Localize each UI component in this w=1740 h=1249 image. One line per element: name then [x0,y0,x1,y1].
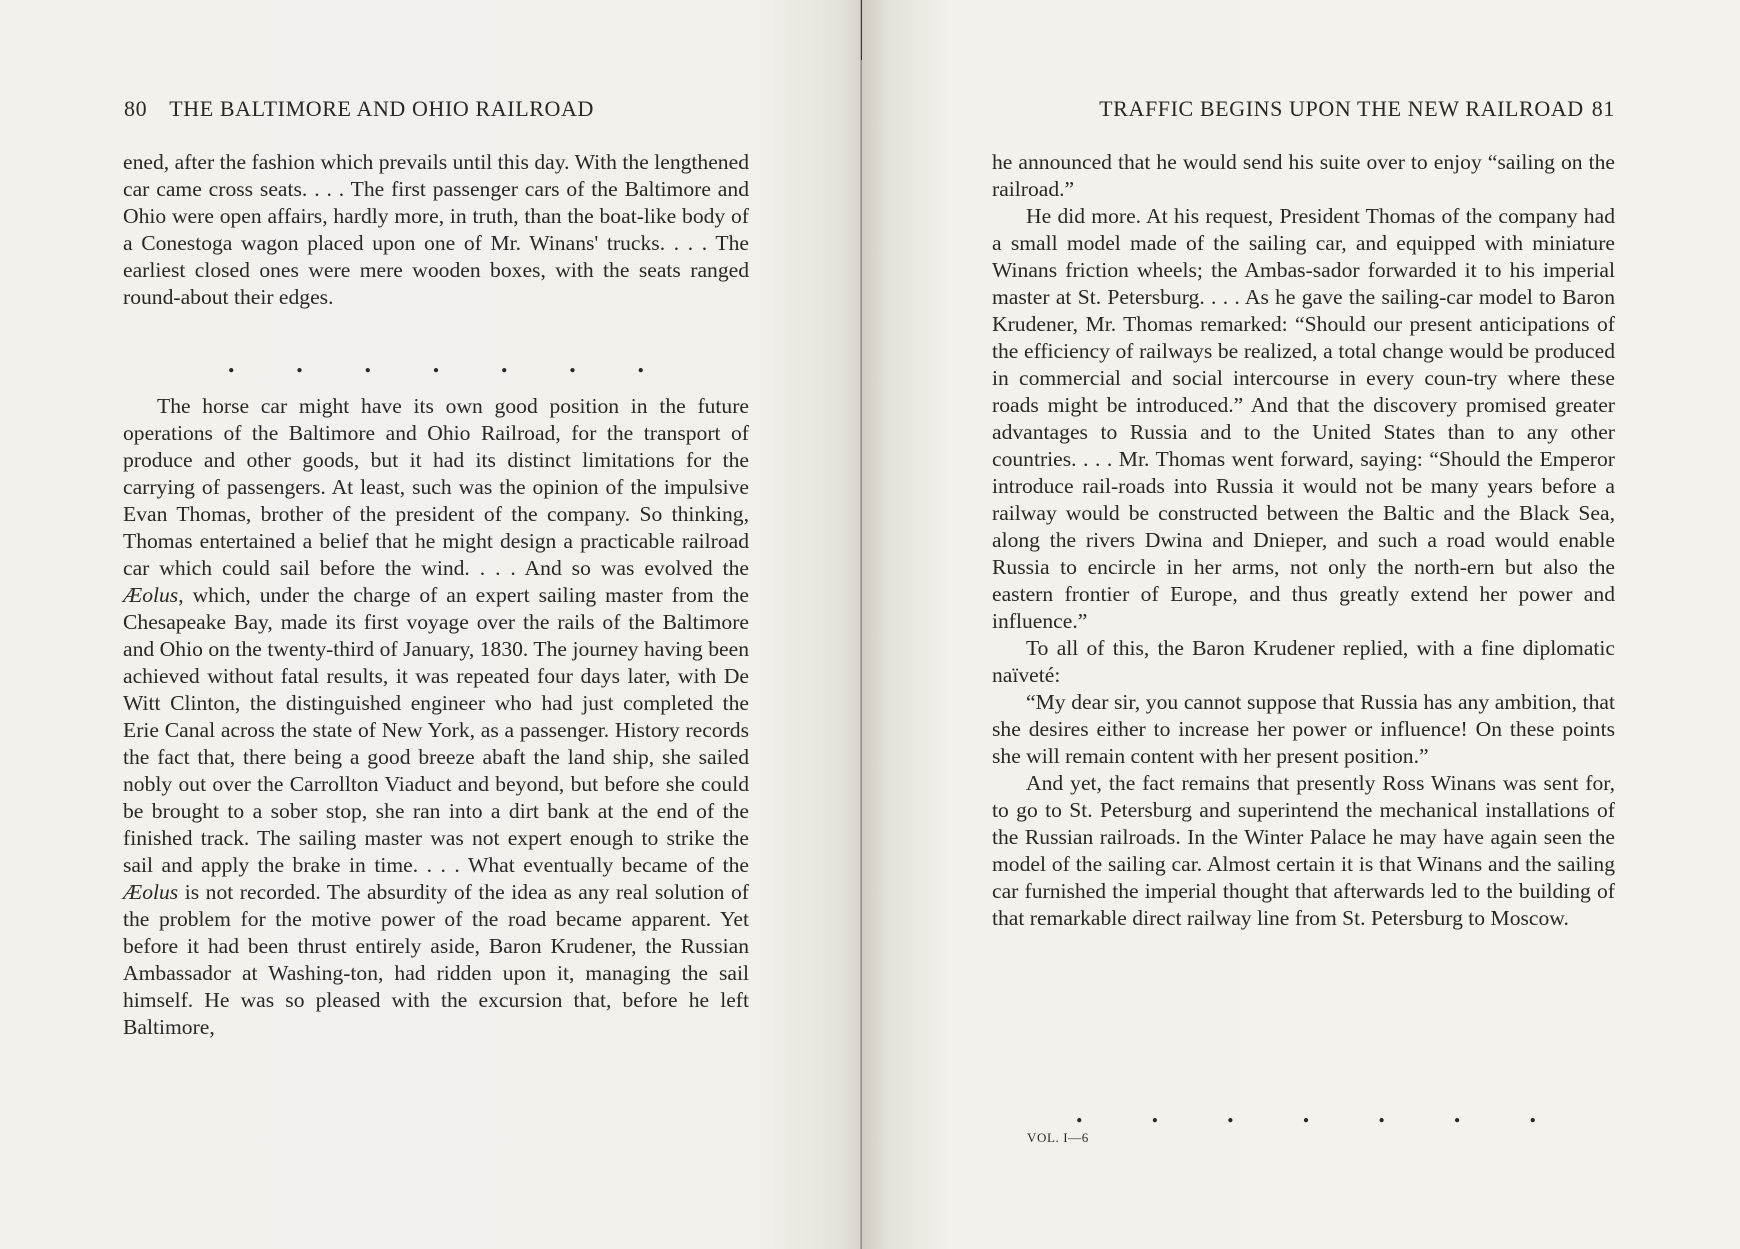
left-page [0,0,862,1249]
left-page-number: 80 [124,96,148,121]
separator-dot: . [296,349,303,378]
right-paragraph-5: And yet, the fact remains that presently Ross Winans was sent for, to go to St. Petersburg and superintend the mechanical installations of the Russian railroads. In the Winter Palace he may have again seen the model of the sailing car. Almost certain it is that Winans and the sailing car furnished the imperial thought that afterwards led to the building of that remarkable direct railway line from St. Petersburg to Moscow. [992,771,1615,930]
paragraph-text: , which, under the charge of an expert sailing master from the Chesapeake Bay, made its first voyage over the rails of the Baltimore and Ohio on the twenty-third of January, 1830. The journey having been achieved without fatal results, it was repeated four days later, with De Witt Clinton, the distinguished engineer who had just completed the Erie Canal across the state of New York, as a passenger. History records the fact that, there being a good breeze abaft the land ship, she sailed nobly out over the Carrollton Viaduct and beyond, but before she could be brought to a sober stop, she ran into a dirt bank at the end of the finished track. The sailing master was not expert enough to strike the sail and apply the brake in time. . . . What eventually became of the [123,583,749,877]
left-section-separator [228,349,644,378]
left-paragraph-1: ened, after the fashion which prevails until this day. With the lengthened car came cross seats. . . . The first passenger cars of the Baltimore and Ohio were open affairs, hardly more, in truth, than the boat-like body of a Conestoga wagon placed upon one of Mr. Winans' trucks. . . . The earliest closed ones were mere wooden boxes, with the seats ranged round-about their edges. [123,150,749,309]
right-text-block [992,149,1615,932]
separator-dot: . [364,349,371,378]
paragraph-text: is not recorded. The absurdity of the idea as any real solution of the problem for the motive power of the road became apparent. Yet before it had been thrust entirely aside, Baron Krudener, the Russian Ambassador at Washing-ton, had ridden upon it, managing the sail himself. He was so pleased with the excursion that, before he left Baltimore, [123,880,749,1039]
left-running-head [124,96,684,122]
left-text-block-2 [123,393,749,1041]
right-paragraph-1: he announced that he would send his suite over to enjoy “sailing on the railroad.” [992,150,1615,201]
ship-name: Æolus [123,583,179,607]
right-paragraph-3: To all of this, the Baron Krudener replied, with a fine diplomatic naïveté: [992,636,1615,687]
separator-dot: . [1529,1099,1536,1128]
separator-dot: . [228,349,235,378]
separator-dot: . [1076,1099,1083,1128]
separator-dot: . [501,349,508,378]
left-running-title: THE BALTIMORE AND OHIO RAILROAD [169,96,594,121]
right-page-number: 81 [1591,96,1615,121]
signature-mark: VOL. I—6 [1027,1130,1089,1145]
paragraph-text: The horse car might have its own good position in the future operations of the Baltimore and Ohio Railroad, for the transport of produce and other goods, but it had its distinct limitations for the carrying of passengers. At least, such was the opinion of the impulsive Evan Thomas, brother of the president of the company. So thinking, Thomas entertained a belief that he might design a practicable railroad car which could sail before the wind. . . . And so was evolved the [123,394,749,580]
left-paragraph-2 [123,393,749,1041]
separator-dot: . [1151,1099,1159,1128]
separator-dot: . [1302,1099,1310,1128]
separator-dot: . [432,349,440,378]
left-text-block-1 [123,149,749,311]
right-paragraph-4: “My dear sir, you cannot suppose that Russia has any ambition, that she desires either to increase her power or influence! On these points she will remain content with her present position.” [992,690,1615,768]
separator-dot: . [1378,1099,1385,1128]
separator-dot: . [1453,1099,1461,1128]
right-running-title: TRAFFIC BEGINS UPON THE NEW RAILROAD [1099,96,1584,121]
right-running-head [995,96,1615,122]
separator-dot: . [1227,1099,1234,1128]
separator-dot: . [637,349,644,378]
ship-name: Æolus [123,880,179,904]
right-paragraph-2: He did more. At his request, President Thomas of the company had a small model made of the sailing car, and equipped with miniature Winans friction wheels; the Ambas-sador forwarded it to his imperial master at St. Petersburg. . . . As he gave the sailing-car model to Baron Krudener, Mr. Thomas remarked: “Should our present anticipations of the efficiency of railways be realized, a total change would be produced in commercial and social intercourse in every coun-try where these roads might be introduced.” And that the discovery promised greater advantages to Russia and to the United States than to any other countries. . . . Mr. Thomas went forward, saying: “Should the Emperor introduce rail-roads into Russia it would not be many years before a railway would be constructed between the Baltic and the Black Sea, along the rivers Dwina and Dnieper, and such a road would enable Russia to encircle in her arms, not only the north-ern but also the eastern frontier of Europe, and thus greatly extend her power and influence.” [992,204,1615,633]
right-section-separator [1076,1099,1536,1128]
separator-dot: . [569,349,576,378]
